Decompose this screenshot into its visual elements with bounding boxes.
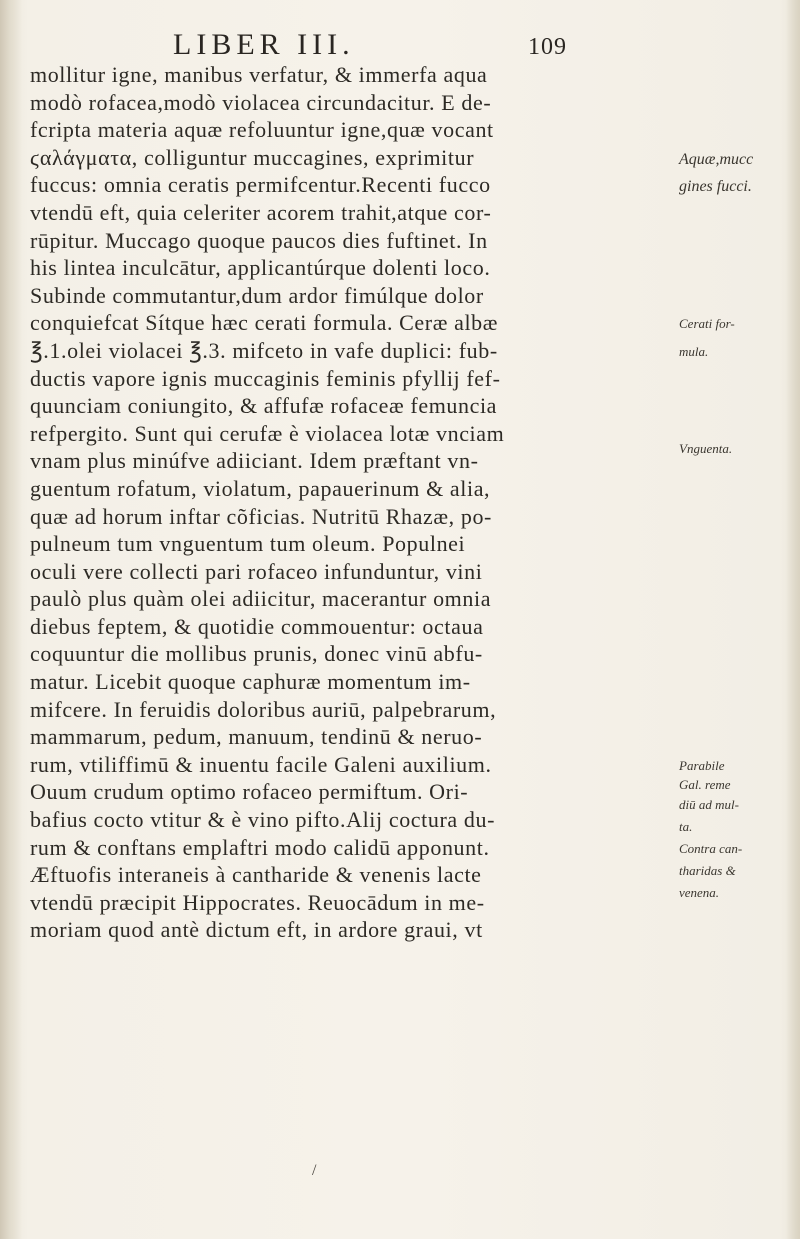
margin-note: mula. (679, 344, 709, 359)
text-line: refpergito. Sunt qui cerufæ è violacea lotæ vnciam (30, 420, 505, 446)
margin-note: ta. (679, 818, 693, 834)
text-line: Ouum crudum optimo rofaceo permiftum. Ori- (30, 779, 469, 805)
text-line: Æftuofis interaneis à cantharide & venenis lacte (30, 862, 482, 888)
text-line: bafius cocto vtitur & è vino pifto.Alij coctura du- (30, 807, 495, 833)
text-line: quæ ad horum inftar cõficias. Nutritū Rhazæ, po- (30, 503, 492, 529)
text-line: vtendū præcipit Hippocrates. Reuocādum in me- (30, 889, 485, 915)
text-line: rum, vtiliffimū & inuentu facile Galeni auxilium. (30, 751, 492, 777)
text-line: rūpitur. Muccago quoque paucos dies fuftinet. In (30, 227, 488, 253)
margin-note: Vnguenta. (679, 440, 733, 456)
margin-note: Aquæ,mucc (679, 150, 754, 168)
margin-note: Cerati for- (679, 316, 735, 332)
text-line: conquiefcat Sítque hæc cerati formula. Ceræ albæ (30, 310, 499, 336)
margin-note: Gal. reme (679, 777, 731, 793)
margin-note: venena. (679, 884, 720, 900)
text-line: ϛαλάγματα, colliguntur muccagines, exprimitur (30, 144, 475, 170)
text-line: mollitur igne, manibus verfatur, & immerfa aqua (30, 62, 488, 87)
text-line: vnam plus minúfve adiiciant. Idem præftant vn- (30, 448, 479, 474)
text-line: moriam quod antè dictum eft, in ardore graui, vt (30, 917, 483, 943)
page-number: 109 (528, 34, 567, 60)
text-line: mifcere. In feruidis doloribus auriū, palpebrarum, (30, 696, 497, 722)
text-line: vtendū eft, quia celeriter acorem trahit,atque cor- (30, 199, 492, 225)
text-line: his lintea inculcātur, applicantúrque dolenti loco. (30, 255, 491, 281)
margin-note: Parabile (679, 758, 725, 773)
margin-note: tharidas & (679, 862, 736, 878)
text-line: fcripta materia aquæ refoluuntur igne,quæ vocant (30, 117, 494, 143)
text-line: pulneum tum vnguentum tum oleum. Populnei (30, 531, 466, 557)
running-title: LIBER III. (173, 28, 355, 61)
text-line: ductis vapore ignis muccaginis feminis pfyllij fef- (30, 365, 501, 391)
text-line: rum & conftans emplaftri modo calidū apponunt. (30, 834, 490, 860)
margin-note: gines fucci. (679, 178, 752, 196)
text-line: quunciam coniungito, & affufæ rofaceæ femuncia (30, 393, 498, 419)
margin-note: diū ad mul- (679, 796, 739, 812)
text-line: coquuntur die mollibus prunis, donec vinū abfu- (30, 641, 483, 667)
text-line: oculi vere collecti pari rofaceo infunduntur, vini (30, 558, 483, 584)
page-edge-shadow (786, 0, 800, 1239)
text-line: ℥.1.olei violacei ℥.3. mifceto in vafe duplici: fub- (30, 337, 498, 363)
text-line: fuccus: omnia ceratis permifcentur.Recenti fucco (30, 172, 491, 198)
text-line: paulò plus quàm olei adiicitur, macerantur omnia (30, 586, 492, 612)
catchword-mark: / (312, 1162, 317, 1179)
margin-note: Contra can- (679, 840, 743, 856)
text-line: modò rofacea,modò violacea circundacitur. E de- (30, 89, 492, 115)
text-line: matur. Licebit quoque caphuræ momentum im- (30, 669, 471, 695)
text-line: diebus feptem, & quotidie commouentur: octaua (30, 613, 484, 639)
main-text-column (30, 61, 680, 944)
page-binding-shadow (0, 0, 22, 1239)
page-header (0, 22, 800, 62)
text-line: Subinde commutantur,dum ardor fimúlque dolor (30, 282, 484, 308)
text-line: mammarum, pedum, manuum, tendinū & neruo- (30, 724, 483, 750)
text-line: guentum rofatum, violatum, papauerinum & alia, (30, 475, 491, 501)
